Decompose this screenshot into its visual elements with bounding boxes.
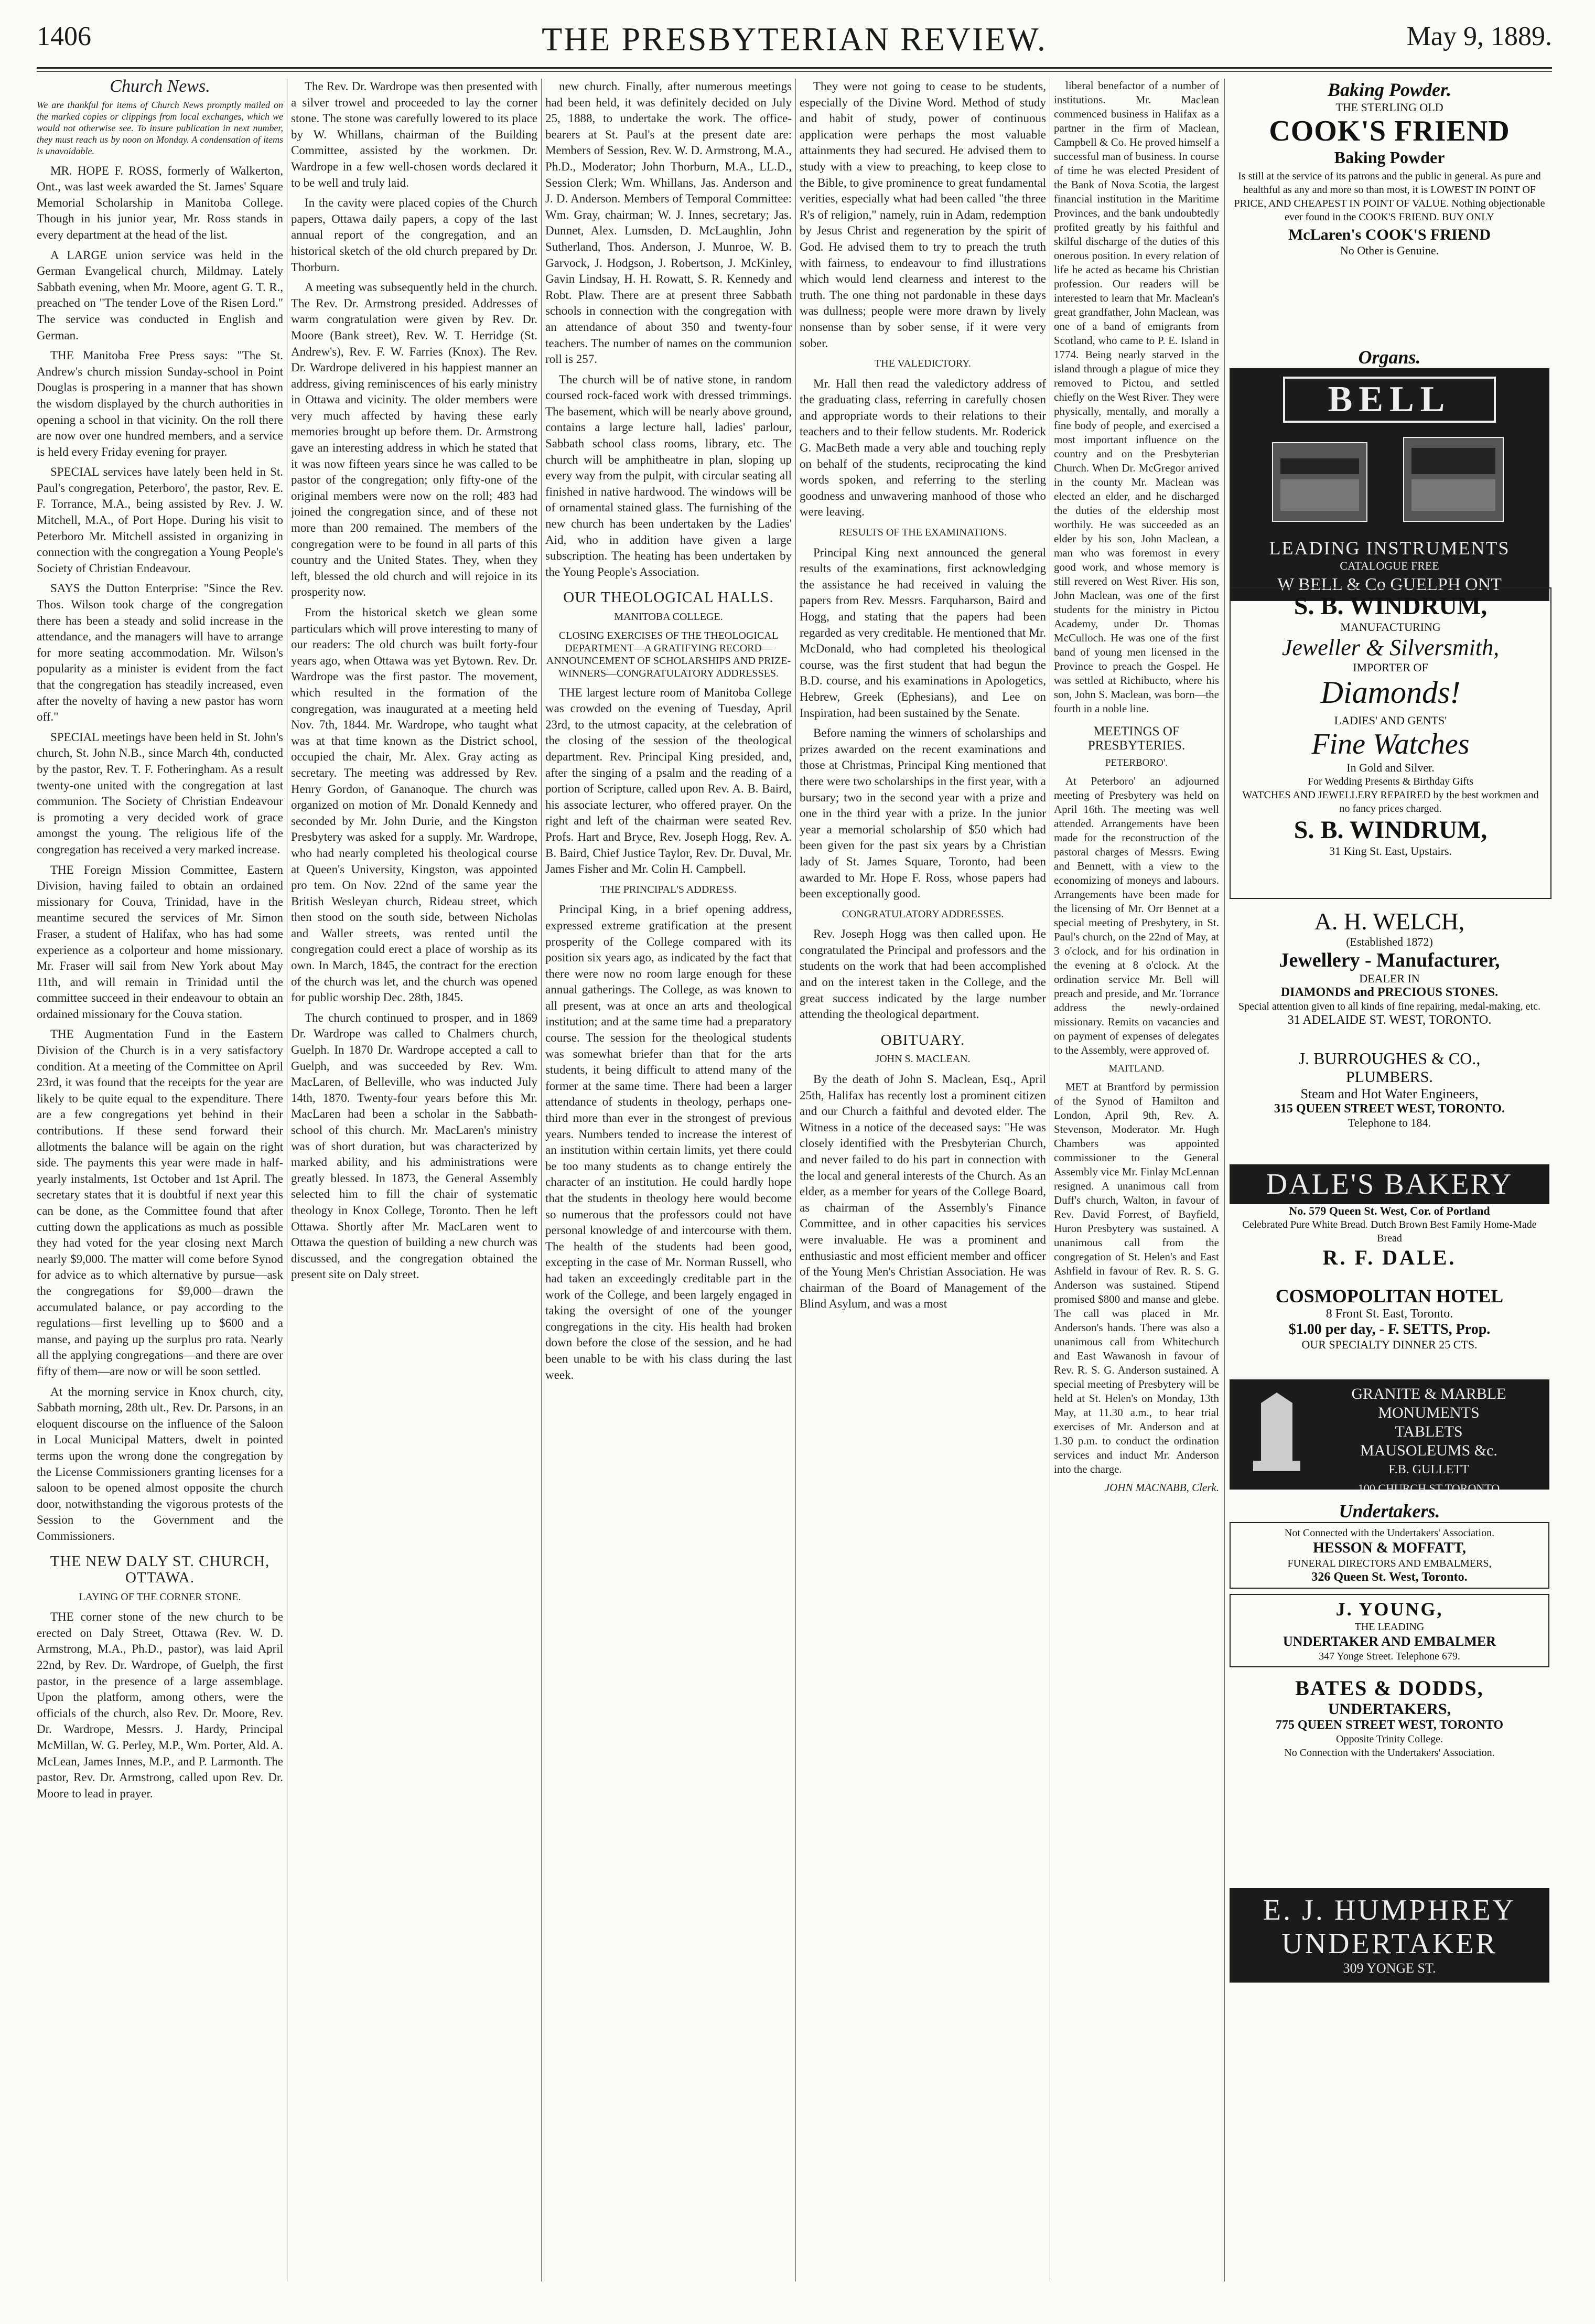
ad-owner: R. F. DALE. xyxy=(1322,1246,1457,1269)
header-rule xyxy=(37,67,1552,69)
ad-watches: Fine Watches xyxy=(1311,728,1470,761)
ad-address: 347 Yonge Street. Telephone 679. xyxy=(1319,1651,1460,1662)
article-paragraph: By the death of John S. Maclean, Esq., April 25th, Halifax has recently lost a prominent citizen and our Church a faithful and devoted elder. The Witness in a notice of the deceased says: "He was closely identified with the Presbyterian Church, and never failed to do his part in connection with the local and general interests of the Church. As an elder, as a member for years of the College Board, as chairman of the Assembly's Finance Committee, and in other capacities his services were invaluable. He was a prominent and enthusiastic and most efficient member and officer of the Young Men's Christian Association. He was chairman of the Board of Management of the Blind Asylum, and was a most xyxy=(800,1073,1046,1311)
ad-heading: Baking Powder. xyxy=(1327,79,1452,100)
column-1 xyxy=(37,79,283,2282)
article-paragraph: The Rev. Dr. Wardrope was then presented with a silver trowel and proceeded to lay the corner stone. The stone was carefully lowered to its place by W. Whillans, chairman of the Building Committee, assisted by the workmen. Dr. Wardrope in a few well-chosen words declared it to be well and truly laid. xyxy=(291,80,537,189)
ad-brand: J. BURROUGHES & CO., xyxy=(1298,1049,1481,1068)
column-divider xyxy=(1224,79,1225,2282)
ad-brand: COOK'S FRIEND xyxy=(1269,115,1510,147)
ad-trade: Jewellery - Manufacturer, xyxy=(1279,949,1500,971)
ad-line: DEALER IN xyxy=(1359,972,1420,985)
article-paragraph: The church continued to prosper, and in 1869 Dr. Wardrope was called to Chalmers church, Guelph. In 1870 Dr. Wardrope accepted a call to Guelph, and was succeeded by Rev. Wm. MacLaren, of Belleville, who was inducted July 14th, 1870. Twenty-four years before this Mr. MacLaren had been a scholar in the Sabbath-school of this church. Mr. MacLaren's ministry was of short duration, but was characterized by marked ability, and his administrations were greatly blessed. In 1873, the General Assembly selected him to fill the chair of systematic theology in Knox College, Toronto. Then he left Ottawa. Shortly after Mr. MacLaren went to Ottawa the question of building a new church was discussed, and the congregation obtained the present site on Daly street. xyxy=(291,1011,537,1281)
ad-note: No Other is Genuine. xyxy=(1340,244,1439,257)
issue-date: May 9, 1889. xyxy=(1406,22,1552,51)
article-paragraph: From the historical sketch we glean some particulars which will prove interesting to many of our readers: The old church was built forty-four years ago, when Ottawa was yet Bytown. Rev. Dr. Wardrope was the first pastor. The movement, which resulted in the formation of the congregation, was inaugurated at a meeting held Nov. 7th, 1844. Mr. Wardrope, who taught what was at that time known as the District school, occupied the chair, Mr. Alex. Gray acting as secretary. The meeting was addressed by Rev. Henry Gordon, of Gananoque. The church was organized on motion of Mr. Donald Kennedy and seconded by Mr. John Durie, and the Kingston Presbytery was asked for a supply. Mr. Wardrope, who had nearly completed his theological course at Queen's University, Kingston, was appointed pro tem. On Nov. 22nd of the same year the British Wesleyan church, Rideau street, which then stood on the south side, between Nicholas and Waller streets, was rented until the congregation could erect a place of worship as its own. In March, 1845, the contract for the erection of the church was let, and the church was opened for public worship Dec. 28th, 1845. xyxy=(291,606,537,1004)
article-paragraph: A meeting was subsequently held in the church. The Rev. Dr. Armstrong presided. Addresses of warm congratulation were given by Rev. Dr. Moore (Bank street), Rev. W. T. Herridge (St. Andrew's), Rev. F. W. Farries (Knox). The Rev. Dr. Wardrope delivered in his happiest manner an address, giving reminiscences of his early ministry in Ottawa and vicinity. The older members were very much affected by having these early memories brought up before them. Dr. Armstrong gave an interesting address in which he stated that it was now fifteen years since he was called to be pastor of the congregation; only fifty-one of the original members were now on the roll; 483 had joined the congregation since, and of these not more than 200 remained. The members of the congregation were to be found in all parts of this country and the United States. They, when they left, blessed the old church and will rejoice in its prosperity now. xyxy=(291,281,537,599)
ad-line: FUNERAL DIRECTORS AND EMBALMERS, xyxy=(1287,1558,1492,1569)
article-subheading: CONGRATULATORY ADDRESSES. xyxy=(842,908,1004,920)
masthead-title: THE PRESBYTERIAN REVIEW. xyxy=(542,20,1047,58)
page-number: 1406 xyxy=(37,22,91,51)
article-heading: MEETINGS OF PRESBYTERIES. xyxy=(1087,724,1186,753)
ad-granite-monuments xyxy=(1230,1379,1549,1495)
article-subheading: THE PRINCIPAL'S ADDRESS. xyxy=(600,883,737,895)
article-paragraph: liberal benefactor of a number of institutions. Mr. Maclean commenced business in Halifax as a partner in the firm of Maclean, Campbell & Co. He proved himself a successful man of business. In course of time he was elected President of the Bank of Nova Scotia, the largest financial institution in the Maritime Provinces, and the bank undoubtedly profited greatly by his faithful and skilful discharge of the duties of this onerous position. In every relation of life he acted as became his Christian profession. Our readers will be interested to learn that Mr. Maclean's great grandfather, John Maclean, was one of a band of emigrants from Scotland, who came to P. E. Island in 1774. Being nearly starved in the island through a plague of mice they removed to Pictou, and settled chiefly on the West River. They were physically, mentally, and morally a fine body of people, and exercised a most important influence on the country and on the Presbyterian Church. When Dr. McGregor arrived in the county Mr. Maclean was elected an elder, and he discharged the duties of the eldership most worthily. He was succeeded as an elder by his son, John Maclean, a man who was foremost in every good work, and whose memory is still revered on West River. His son, John Maclean, was one of the first students for the ministry in Pictou Academy, under Dr. Thomas McCulloch. He was one of the first band of young men licensed in the Province to preach the Gospel. He was settled at Richibucto, where his son, John S. Maclean, was born—the fourth in a noble line. xyxy=(1054,79,1219,715)
ad-heading: Organs. xyxy=(1358,347,1421,368)
ad-address: No. 579 Queen St. West, Cor. of Portland xyxy=(1289,1204,1490,1217)
ad-brand: A. H. WELCH, xyxy=(1314,908,1465,935)
ad-brand: E. J. HUMPHREY xyxy=(1263,1894,1516,1926)
ad-brand: DALE'S BAKERY xyxy=(1230,1164,1549,1204)
ad-brand: J. YOUNG, xyxy=(1335,1599,1443,1620)
ad-line: Not Connected with the Undertakers' Association. xyxy=(1284,1527,1495,1539)
ad-address: 315 QUEEN STREET WEST, TORONTO. xyxy=(1274,1102,1505,1116)
ad-young xyxy=(1230,1594,1549,1667)
article-paragraph: Principal King, in a brief opening address, expressed extreme gratification at the present prosperity of the College compared with its position six years ago, as indicated by the fact that there were now no room large enough for these annual gatherings. The College, as was known to all present, was at once an arts and theological institution; and at the same time had a preparatory course. The session for the theological students was somewhat briefer than that for the arts students, it being difficult to attend many of the former at the same time. There had been a larger attendance of students in theology, perhaps one-third more than ever in the strongest of previous years. Numbers tended to increase the interest of an institution within certain limits, yet there could be too many students as to change entirely the character of an institution. He could hardly hope that the students in theology here would become so numerous that the professors could not have personal knowledge of and intercourse with them. The health of the students had been good, excepting in the case of Mr. Norman Russell, who had taken an exceedingly creditable part in the work of the College, and been largely engaged in taking the oversight of one of the younger congregations in the city. His health had broken down before the close of the session, and he had been unable to be with his class during the last week. xyxy=(545,903,792,1381)
article-subheading: RESULTS OF THE EXAMINATIONS. xyxy=(838,527,1007,539)
ad-product: Baking Powder xyxy=(1334,148,1445,167)
ad-trade: PLUMBERS. xyxy=(1346,1068,1433,1086)
ad-cosmopolitan-hotel xyxy=(1230,1285,1549,1352)
ad-line: THE LEADING xyxy=(1354,1621,1425,1633)
ad-heading: Undertakers. xyxy=(1339,1501,1440,1522)
ad-brand: S. B. WINDRUM, xyxy=(1294,816,1488,844)
organ-icon xyxy=(1231,427,1548,532)
ad-cta: McLaren's COOK'S FRIEND xyxy=(1288,226,1491,243)
ad-line: Steam and Hot Water Engineers, xyxy=(1300,1086,1479,1101)
article-paragraph: MET at Brantford by permission of the Synod of Hamilton and London, April 9th, Rev. A. Stevenson, Moderator. Mr. Hugh Chambers was appointed commissioner to the General Assembly vice Mr. Finlay McLennan resigned. A unanimous call from Duff's church, Walton, in favour of Rev. David Forrest, of Bayfield, Huron Presbytery was sustained. A unanimous call from the congregation of St. Helen's and East Ashfield in favour of Rev. R. S. G. Anderson was sustained. Stipend promised $800 and manse and glebe. The call was placed in Mr. Anderson's hands. There was also a unanimous call from Whitechurch and East Wawanosh in favour of Rev. R. S. G. Anderson sustained. A special meeting of Presbytery will be held at St. Helen's on Monday, 13th May, at 11.30 a.m., to hear trial exercises of Mr. Anderson and at 1.30 p.m. to conduct the ordination services and induct Mr. Anderson into the charge. xyxy=(1054,1080,1219,1475)
ad-humphrey xyxy=(1230,1888,1549,1983)
ad-address: 100 CHURCH ST TORONTO xyxy=(1357,1482,1500,1495)
article-subheading: MANITOBA COLLEGE. xyxy=(614,611,723,623)
bell-line: CATALOGUE FREE xyxy=(1340,559,1439,572)
news-item: SPECIAL services have lately been held in St. Paul's congregation, Peterboro', the pastor, Rev. E. F. Torrance, M.A., being assisted by Rev. J. W. Mitchell, M.A., of Port Hope. During his visit to Peterboro Mr. Mitchell assisted in organizing in connection with the congregation a Young People's Society of Christian Endeavour. xyxy=(37,465,283,575)
article-heading: OBITUARY. xyxy=(880,1031,965,1048)
page-header xyxy=(37,16,1552,63)
ad-line: DIAMONDS and PRECIOUS STONES. xyxy=(1280,986,1499,999)
ad-burroughes xyxy=(1230,1049,1549,1130)
bell-brand: BELL xyxy=(1283,377,1496,423)
ad-brand: S. B. WINDRUM, xyxy=(1294,592,1488,620)
ad-line: TABLETS xyxy=(1395,1423,1463,1440)
ad-windrum xyxy=(1230,587,1551,899)
article-subheading: PETERBORO'. xyxy=(1105,757,1168,768)
ad-welch xyxy=(1230,907,1549,1027)
column-divider xyxy=(541,79,542,2282)
ad-address: 309 YONGE ST. xyxy=(1343,1961,1436,1976)
news-item: At the morning service in Knox church, city, Sabbath morning, 28th ult., Rev. Dr. Parsons, in an eloquent discourse on the influence of the Saloon in Local Municipal Matters, dwelt in pointed terms upon the wrong done the congregation by the License Commissioners granting licenses for a saloon to be opened almost opposite the church door, notwithstanding the vigorous protests of the Session to the Government and the Commissioners. xyxy=(37,1385,283,1543)
news-item: THE Foreign Mission Committee, Eastern Division, having failed to obtain an ordained missionary for Couva, Trinidad, have in the meantime secured the services of Mr. Simon Fraser, a student of Halifax, who has had some experience as a colporteur and home missionary. Mr. Fraser will sail from New York about May 11th, and will remain in Trinidad until the committee succeed in their endeavour to obtain an ordained missionary for the Couva station. xyxy=(37,863,283,1021)
ad-line: GRANITE & MARBLE xyxy=(1351,1385,1506,1402)
ad-hesson-moffatt xyxy=(1230,1522,1549,1589)
article-paragraph: Mr. Hall then read the valedictory address of the graduating class, referring in carefully chosen and appropriate words to their relations to their teachers and to their fellow students. Mr. Roderick G. MacBeth made a very able and touching reply on behalf of the students, reciprocating the kind words spoken, and referring to the sterling goodness and unwavering manhood of those who were leaving. xyxy=(800,377,1046,519)
ad-address: 775 QUEEN STREET WEST, TORONTO xyxy=(1275,1718,1504,1732)
ad-line: LADIES' AND GENTS' xyxy=(1334,714,1447,727)
news-item: MR. HOPE F. ROSS, formerly of Walkerton, Ont., was last week awarded the St. James' Square Memorial Scholarship in Manitoba College. Though in his junior year, Mr. Ross stands in every department at the head of the list. xyxy=(37,164,283,241)
article-paragraph: In the cavity were placed copies of the Church papers, Ottawa daily papers, a copy of the last annual report of the congregation, and an historical sketch of the old church prepared by Dr. Thorburn. xyxy=(291,196,537,274)
section-title: Church News. xyxy=(110,79,210,96)
ad-trade: Jeweller & Silversmith, xyxy=(1281,635,1500,660)
ad-line: IMPORTER OF xyxy=(1353,661,1428,674)
ad-line: No Connection with the Undertakers' Association. xyxy=(1284,1747,1495,1759)
ad-line: For Wedding Presents & Birthday Gifts xyxy=(1307,776,1474,787)
article-heading: THE NEW DALY ST. CHURCH, OTTAWA. xyxy=(50,1553,270,1587)
ad-line: Special attention given to all kinds of fine repairing, medal-making, etc. xyxy=(1238,1001,1540,1012)
ad-line: Telephone to 184. xyxy=(1348,1116,1431,1129)
ad-line: WATCHES AND JEWELLERY REPAIRED by the best workmen and no fancy prices charged. xyxy=(1242,789,1539,815)
bell-line: LEADING INSTRUMENTS xyxy=(1269,538,1510,559)
article-subheading: MAITLAND. xyxy=(1108,1063,1165,1074)
article-paragraph: Principal King next announced the general results of the examinations, first acknowledging the assistance he had received in valuing the papers from Rev. Messrs. Farquharson, Baird and Hogg, and stating that the papers had been regarded as very creditable. He mentioned that Mr. McDonald, who had completed his theological course, was the first student that had begun the B.D. course, and his examinations in Apologetics, Hebrew, Greek (Ephesians), and Lee on Inspiration, had been sustained by the Senate. xyxy=(800,545,1046,720)
ad-brand: HESSON & MOFFATT, xyxy=(1313,1540,1466,1556)
ad-undertakers xyxy=(1230,1500,1549,1763)
ad-brand: BATES & DODDS, xyxy=(1295,1676,1484,1700)
article-paragraph: Before naming the winners of scholarships and prizes awarded on the recent examinations and those at Christmas, Principal King mentioned that there were two scholarships in the first year, with a bursary; two in the second year with a prize and one in the third year with a prize. In the junior year a memorial scholarship of $50 which had been given for the past six years by a Christian lady of St. James Square, Toronto, had been awarded to Mr. Hope F. Ross, whose papers had been exceptionally good. xyxy=(800,726,1046,901)
ad-line: OUR SPECIALTY DINNER 25 CTS. xyxy=(1301,1338,1478,1351)
column-5-text xyxy=(1054,79,1219,2282)
ad-bell-organs xyxy=(1230,346,1549,601)
editor-note: We are thankful for items of Church News promptly mailed on the marked copies or clippings from local exchanges, which we would not otherwise see. To insure publication in next number, they must reach us by noon on Monday. A condensation of items is unavoidable. xyxy=(37,99,283,156)
news-item: THE Augmentation Fund in the Eastern Division of the Church is in a very satisfactory condition. At a meeting of the Committee on April 23rd, it was found that the receipts for the year are likely to be quite equal to the expenditure. There are a few congregations yet behind in their contributions. If these send forward their allotments the balance will be again on the right side. The payments this year were made in half-yearly instalments, 1st October and 1st April. The secretary states that it is doubtful if next year this can be done, as the Committee found that after cutting down the applications as much as possible they had voted for the year closing next March nearly $9,000. The matter will come before Synod for advice as to which alternative by pursue—ask the congregations for $9,000—drawn the accumulated balance, or pay according to the regulations—first levelling up to $600 and a manse, and paying up the surplus pro rata. Nearly all the applying congregations—and there are over fifty of them—are now or will be soon settled. xyxy=(37,1027,283,1378)
column-3 xyxy=(545,79,792,2282)
ad-trade: UNDERTAKER xyxy=(1281,1927,1497,1960)
article-paragraph: They were not going to cease to be students, especially of the Divine Word. Method of study and habit of study, power of continuous application were perhaps the most valuable attainments they had secured. He advised them to study with a view to preaching, to keep close to the Bible, to give prominence to great fundamental verities, especially what had been called "the three R's of religion," namely, ruin in Adam, redemption by Jesus Christ and regeneration by the spirit of God. He advised them to try to preach the truth with fairness, to endeavour to find illustrations which would lend clearness and interest to the truth. The one thing not pardonable in these days was dullness; people were more drawn by lively nonsense than by sober sense, if it were very sober. xyxy=(800,80,1046,350)
ad-line: MONUMENTS xyxy=(1378,1404,1480,1421)
ad-diamonds: Diamonds! xyxy=(1320,675,1461,710)
ad-trade: UNDERTAKERS, xyxy=(1328,1700,1451,1718)
ad-address: 31 King St. East, Upstairs. xyxy=(1329,844,1452,858)
bell-organ-illustration xyxy=(1230,368,1549,601)
article-paragraph: The church will be of native stone, in random coursed rock-faced work with dressed trimmings. The basement, which will be nearly above ground, contains a large lecture hall, ladies' parlour, Sabbath school class rooms, library, etc. The church will be amphitheatre in plan, sloping up every way from the pulpit, with circular seating all finished in native hardwood. The windows will be of ornamental stained glass. The furnishing of the new church has been undertaken by the Ladies' Aid, who in addition have given a large subscription. The heating has been undertaken by the Young People's Association. xyxy=(545,372,792,579)
ad-line: (Established 1872) xyxy=(1346,935,1433,948)
ad-trade: UNDERTAKER AND EMBALMER xyxy=(1283,1634,1496,1649)
article-subheading: JOHN S. MACLEAN. xyxy=(875,1053,971,1065)
ad-brand: COSMOPOLITAN HOTEL xyxy=(1275,1286,1504,1306)
news-item: SAYS the Dutton Enterprise: "Since the Rev. Thos. Wilson took charge of the congregation there has been a steady and solid increase in the attendance, and the managers will have to arrange for more seating accommodation. Mr. Wilson's popularity as a minister is evident from the fact that the congregation has steadily increased, even after the novelty of having a new pastor has worn off." xyxy=(37,582,283,724)
article-paragraph: At Peterboro' an adjourned meeting of Presbytery was held on April 16th. The meeting was well attended. Arrangements have been made for the reconstruction of the pastoral charges of Messrs. Ewing and Bennett, with a view to the economizing of moneys and labours. Arrangements have been made for the licensing of Mr. Orr Bennet at a special meeting of Presbytery, in St. Paul's church, on the 22nd of May, at 3 o'clock, and for his ordination in the evening at 8 o'clock. At the ordination service Mr. Bell will preach and preside, and Mr. Torrance address the newly-ordained missionary. Remits on vacancies and on payment of expenses of delegates to the Assembly, were approved of. xyxy=(1054,775,1219,1056)
monument-icon xyxy=(1245,1393,1308,1476)
article-paragraph: THE largest lecture room of Manitoba College was crowded on the evening of Tuesday, April 23rd, to the utmost capacity, at the celebration of the closing of the session of the theological department. Rev. Principal King presided, and, after the singing of a psalm and the reading of a portion of Scripture, called upon Rev. A. B. Baird, his associate lecturer, who offered prayer. On the right and left of the chairman were seated Rev. Profs. Hart and Bryce, Rev. Joseph Hogg, Rev. A. B. Baird, Chief Justice Taylor, Rev. Dr. Duval, Mr. James Fisher and Mr. Colin H. Campbell. xyxy=(545,686,792,876)
ad-line: In Gold and Silver. xyxy=(1346,761,1435,774)
ad-line: MANUFACTURING xyxy=(1340,620,1441,634)
column-4 xyxy=(800,79,1046,2282)
column-2 xyxy=(291,79,537,2282)
news-item: SPECIAL meetings have been held in St. John's church, St. John N.B., since March 4th, conducted by the pastor, Rev. T. F. Fotheringham. As a result twenty-one united with the congregation at last communion. The Society of Christian Endeavour is promoting a very decided work of grace amongst the young. The religious life of the congregation has received a very marked increase. xyxy=(37,730,283,856)
article-paragraph: THE corner stone of the new church to be erected on Daly Street, Ottawa (Rev. W. D. Armstrong, M.A., Ph.D., pastor), was laid April 22nd, by Rev. Dr. Wardrope, of Guelph, the first pastor, in the presence of a large assemblage. Upon the platform, among others, were the officials of the church, also Rev. Dr. Moore, Rev. Dr. Wardrope, Messrs. J. Hardy, Principal McMillan, W. G. Perley, M.P., Wm. Porter, Ald. A. McLean, James Innes, M.P., and P. Larmonth. The pastor, Rev. Dr. Armstrong, called upon Rev. Dr. Moore to lead in prayer. xyxy=(37,1610,283,1800)
clerk-signature: JOHN MACNABB, Clerk. xyxy=(1104,1481,1219,1494)
article-summary: CLOSING EXERCISES OF THE THEOLOGICAL DEPARTMENT—A GRATIFYING RECORD—ANNOUNCEMENT OF SCHOLARSHIPS AND PRIZE-WINNERS—CONGRATULATORY ADDRESSES. xyxy=(546,629,791,679)
article-subheading: LAYING OF THE CORNER STONE. xyxy=(79,1591,241,1603)
ad-dales-bakery xyxy=(1230,1164,1549,1270)
ad-address: 31 ADELAIDE ST. WEST, TORONTO. xyxy=(1287,1013,1492,1027)
ad-owner: F.B. GULLETT xyxy=(1388,1463,1469,1476)
column-divider xyxy=(795,79,796,2282)
ad-line: Opposite Trinity College. xyxy=(1336,1733,1443,1745)
ad-line: Celebrated Pure White Bread. Dutch Brown Best Family Home-Made Bread xyxy=(1242,1219,1537,1244)
bell-maker: W BELL & Co GUELPH ONT xyxy=(1277,575,1502,594)
article-heading: OUR THEOLOGICAL HALLS. xyxy=(563,589,774,606)
ad-bates-dodds xyxy=(1230,1673,1549,1763)
ad-baking-powder xyxy=(1230,79,1549,258)
ad-address: 8 Front St. East, Toronto. xyxy=(1325,1307,1453,1321)
ad-text: Is still at the service of its patrons and the public in general. As pure and healthful as any and more so than most, it is LOWEST IN POINT OF PRICE, AND CHEAPEST IN POINT OF VALUE. Nothing objectionable ever found in the COOK'S FRIEND. BUY ONLY xyxy=(1234,170,1545,223)
ad-address: 326 Queen St. West, Toronto. xyxy=(1311,1570,1468,1584)
article-paragraph: new church. Finally, after numerous meetings had been held, it was definitely decided on July 25, 1888, to undertake the work. The office-bearers at St. Paul's at the present date are: Members of Session, Rev. W. D. Armstrong, M.A., Ph.D., Moderator; John Thorburn, M.A., LL.D., Session Clerk; Wm. Whillans, Jas. Anderson and J. D. Anderson. Members of Temporal Committee: Wm. Gray, chairman; W. J. Innes, secretary; Jas. Dunnet, Alex. Lumsden, D. McLaughlin, John Sutherland, Thos. Anderson, J. Munroe, W. B. Garvock, J. Hodgson, J. Robertson, J. McKinley, Gavin Lindsay, H. H. Rowatt, S. R. Kennedy and Robt. Plaw. There are at present three Sabbath schools in connection with the congregation with an attendance of about 350 and twenty-four teachers. The number of names on the communion roll is 257. xyxy=(545,80,792,366)
ad-line: THE STERLING OLD xyxy=(1335,101,1443,114)
news-item: A LARGE union service was held in the German Evangelical church, Mildmay. Lately Sabbath evening, when Mr. Moore, agent G. T. R., preached on "The tender Love of the Risen Lord." The service was conducted in English and German. xyxy=(37,248,283,342)
ad-line: $1.00 per day, - F. SETTS, Prop. xyxy=(1288,1321,1491,1337)
article-paragraph: Rev. Joseph Hogg was then called upon. He congratulated the Principal and professors and the students on the work that had been accomplished and on the interest taken in the College, and the great success indicated by the large number attending the theological department. xyxy=(800,927,1046,1021)
ad-line: MAUSOLEUMS &c. xyxy=(1360,1442,1497,1459)
article-subheading: THE VALEDICTORY. xyxy=(874,358,972,370)
header-rule-thin xyxy=(37,71,1552,72)
news-item: THE Manitoba Free Press says: "The St. Andrew's church mission Sunday-school in Point Douglas is prospering in a manner that has shown the wisdom displayed by the church authorities in opening a school in that vicinity. On the roll there are now over one hundred members, and a service is held every Friday evening for prayer. xyxy=(37,349,283,458)
